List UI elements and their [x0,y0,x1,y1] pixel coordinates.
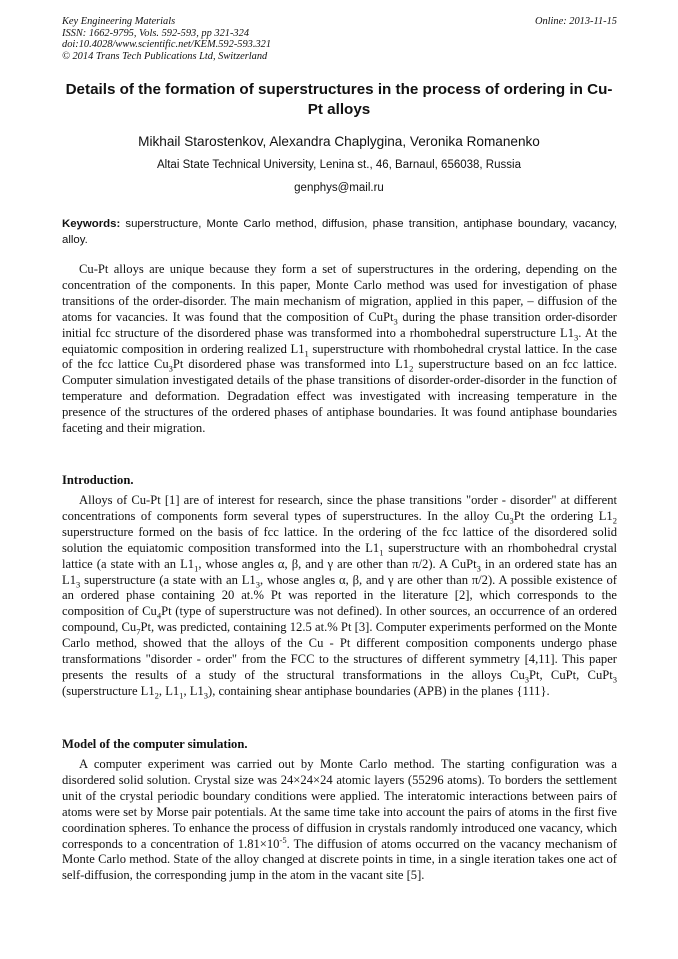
intro-text: Pt, was predicted, containing 12.5 at.% Pt [3]. Computer experiments performed on the Monte Carlo method, showed that the alloys of the Cu - Pt different composition components undergo phase transformations "disorder - order" from the FCC to the structures of different symmetry [4,11]. This paper presents the results of a study of the structural transformations in the alloys Cu [62,620,617,682]
online-date: Online: 2013-11-15 [534,16,617,27]
subscript: 3 [76,579,81,590]
subscript: 3 [255,579,260,590]
subscript: 1 [194,563,199,574]
contact-email: genphys@mail.ru [294,182,384,194]
subscript: 3 [612,674,617,685]
abstract-text: during the phase transition order-disorder initial fcc structure of the disordered phase was transformed into a rhombohedral superstructure L1 [62,309,617,340]
intro-text: , whose angles α, β, and γ are other than π/2). A CuPt [198,556,477,571]
subscript: 1 [379,547,384,558]
abstract-text: superstructure based on an fcc lattice. Computer simulation investigated details of the phase transitions of disorder-order-disorder in the function of temperature and deformation. Degradation effect was investigated with increasing temperature in the presence of the structures of the ordered phases of antiphase boundaries. It was found antiphase boundaries faceting and their migration. [62,357,617,436]
subscript: 3 [509,515,514,526]
superscript: -5 [279,834,287,845]
intro-text: , whose angles α, β, and γ are other than π/2). A possible existence of an ordered phase containing 20 at.% Pt was reported in the literature [2], which corresponds to the composition of Cu [62,572,617,619]
paper-title: Details of the formation of superstructures in the process of ordering in Cu-Pt alloys [65,81,613,118]
subscript: 2 [154,690,159,701]
doi-line: doi:10.4028/www.scientific.net/KEM.592-593.321 [62,39,272,51]
keywords-block [62,217,617,248]
intro-text: (superstructure L1 [62,683,155,698]
journal-header [62,16,617,62]
issn-line: ISSN: 1662-9795, Vols. 592-593, pp 321-324 [62,27,250,39]
intro-text: Alloys of Cu-Pt [1] are of interest for research, since the phase transitions "order - disorder" at different concentrations of components form several types of superstructures. In the alloy Cu [62,493,617,523]
model-text: A computer experiment was carried out by Monte Carlo method. The starting configuration was a disordered solid solution. Crystal size was 24×24×24 atomic layers (55296 atoms). To borders the settlement unit of the crystal periodic boundary conditions were applied. The interatomic interactions between pairs of atoms were set by Morse pair potentials. At the same time take into account the pairs of atoms in the first five coordination spheres. To enhance the process of diffusion in crystals randomly introduced one vacancy, which corresponds to a concentration of 1.81×10 [62,757,617,851]
journal-name: Key Engineering Materials [62,16,176,27]
subscript: 3 [203,690,209,701]
subscript: 3 [168,363,173,374]
author-list: Mikhail Starostenkov, Alexandra Chaplygina, Veronika Romanenko [138,134,540,149]
subscript: 4 [156,610,162,621]
intro-text: superstructure with an rhombohedral crystal lattice (a state with an L1 [62,540,617,571]
intro-text: Pt the ordering L1 [513,508,613,523]
abstract-text: Cu-Pt alloys are unique because they form a set of superstructures in the ordering, depending on the concentration of the components. In this paper, Monte Carlo method was used for investigation of phase transitions of the order-disorder. The main mechanism of migration, applied in this paper, – diffusion of the atoms for vacancies. It was found that the composition of CuPt [62,262,617,324]
keywords-label: Keywords: [62,218,121,230]
subscript: 3 [524,674,530,685]
model-heading: Model of the computer simulation. [62,737,248,751]
abstract-paragraph [62,262,617,437]
introduction-paragraph [62,493,617,700]
model-text: . The diffusion of atoms occurred on the vacancy mechanism of Monte Carlo method. State of the alloy changed at discrete points in time, in a single iteration takes one act of self-diffusion, the corresponding jump in the atom in the vacant site [5]. [62,836,617,883]
intro-text: superstructure formed on the basis of fcc lattice. In the ordering of the fcc lattice of the disordered solid solution the equiatomic composition transformed into the L1 [62,524,617,555]
abstract-text: . At the equiatomic composition in ordering realized L1 [62,325,617,356]
keywords-text: superstructure, Monte Carlo method, diffusion, phase transition, antiphase boundary, vacancy, alloy. [62,218,617,246]
affiliation: Altai State Technical University, Lenina st., 46, Barnaul, 656038, Russia [157,159,521,171]
subscript: 2 [612,515,617,526]
subscript: 3 [476,563,481,574]
abstract-text: Pt disordered phase was transformed into L1 [172,357,410,372]
model-paragraph [62,757,617,884]
copyright-line: © 2014 Trans Tech Publications Ltd, Switzerland [62,50,268,62]
subscript: 3 [393,316,398,327]
subscript: 3 [574,332,579,343]
intro-text: ), containing shear antiphase boundaries (APB) in the planes {111}. [208,683,550,698]
subscript: 1 [179,690,184,701]
abstract-text: superstructure with rhombohedral crystal lattice. In the case of the fcc lattice Cu [62,341,617,372]
intro-text: Pt (type of superstructure was not defined). In other sources, an occurrence of an ordered compound, Cu [62,604,617,635]
intro-text: Pt, CuPt, CuPt [529,667,613,682]
intro-text: , L1 [183,683,204,698]
introduction-heading: Introduction. [62,473,134,487]
subscript: 2 [409,363,414,374]
subscript: 7 [136,626,141,637]
subscript: 1 [304,348,309,359]
intro-text: superstructure (a state with an L1 [80,572,256,587]
intro-text: in an ordered state has an L1 [62,556,617,587]
intro-text: , L1 [158,683,180,698]
